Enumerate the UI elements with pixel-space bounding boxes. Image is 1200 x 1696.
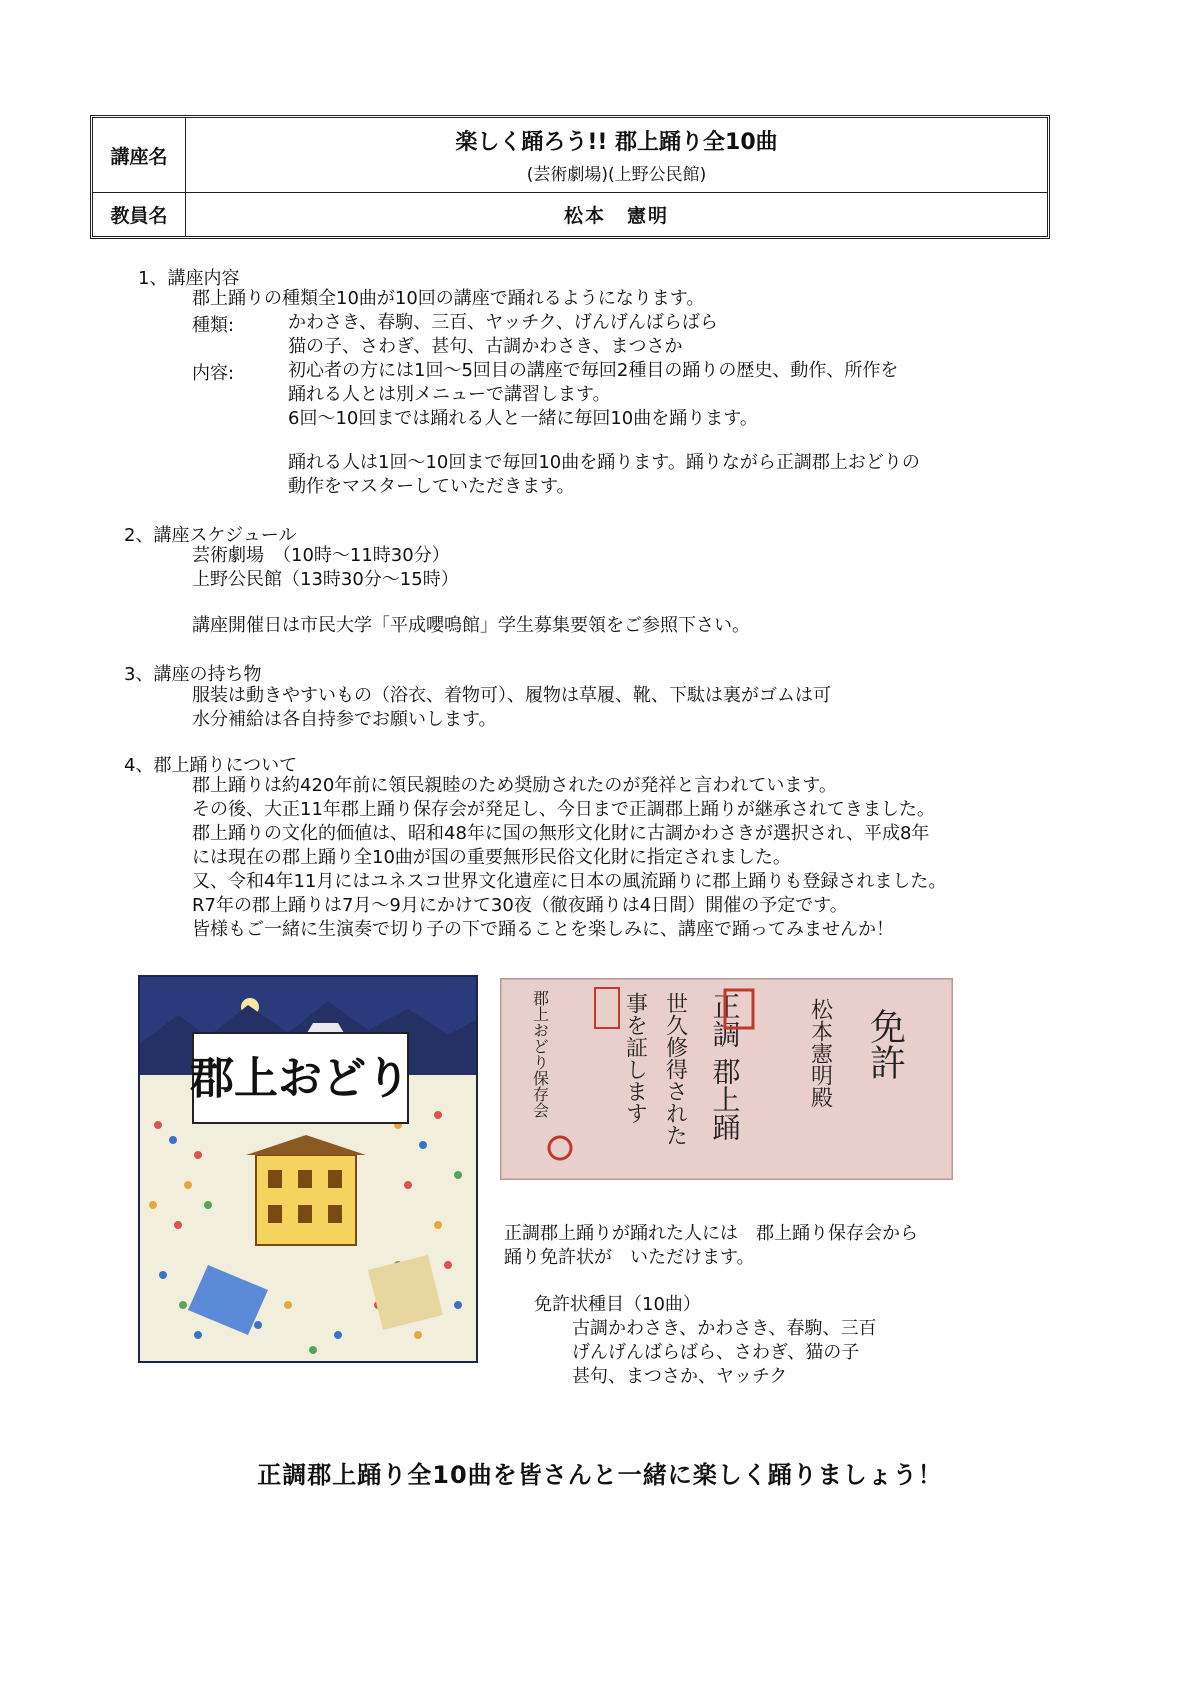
course-venues: (芸術劇場)(上野公民館) xyxy=(526,165,707,185)
items-line-1: 服装は動きやすいもの（浴衣、着物可）、履物は草履、靴、下駄は裏がゴムは可 xyxy=(192,685,831,706)
license-list-line-3: 甚句、まつさか、ヤッチク xyxy=(572,1366,788,1387)
schedule-line-2: 上野公民館（13時30分～15時） xyxy=(192,569,459,590)
castle-icon xyxy=(307,1023,344,1033)
section2-title: 2、講座スケジュール xyxy=(124,525,297,546)
course-title: 楽しく踊ろう!! 郡上踊り全10曲 xyxy=(455,130,778,155)
gujo-odori-illustration xyxy=(138,975,478,1363)
about-line-6: R7年の郡上踊りは7月～9月にかけて30夜（徹夜踊りは4日間）開催の予定です。 xyxy=(192,895,848,916)
illustration-banner-text: 郡上おどり xyxy=(190,1053,410,1104)
section1-title: 1、講座内容 xyxy=(138,268,240,289)
items-line-2: 水分補給は各自持参でお願いします。 xyxy=(192,709,497,730)
license-col-3: 正調 郡上踊 xyxy=(708,992,742,1141)
teacher-row xyxy=(93,193,1047,236)
content-line-1: 初心者の方には1回～5回目の講座で毎回2種目の踊りの歴史、動作、所作を xyxy=(288,360,899,381)
course-label: 講座名 xyxy=(93,118,186,192)
section3-title: 3、講座の持ち物 xyxy=(124,664,262,685)
section1-intro: 郡上踊りの種類全10曲が10回の講座で踊れるようになります。 xyxy=(192,288,705,309)
schedule-line-1: 芸術劇場 （10時～11時30分） xyxy=(192,545,450,566)
content-line-5: 動作をマスターしていただきます。 xyxy=(288,476,575,497)
license-col-5: 事を証します xyxy=(622,992,648,1124)
about-line-1: 郡上踊りは約420年前に領民親睦のため奨励されたのが発祥と言われています。 xyxy=(192,775,837,796)
teacher-value xyxy=(186,193,1047,236)
content-label: 内容: xyxy=(192,363,235,384)
license-caption-line-2: 踊り免許状が いただけます。 xyxy=(504,1247,755,1268)
content-line-4: 踊れる人は1回～10回まで毎回10曲を踊ります。踊りながら正調郡上おどりの xyxy=(288,452,920,473)
about-line-5: 又、令和4年11月にはユネスコ世界文化遺産に日本の風流踊りに郡上踊りも登録されました。 xyxy=(192,871,947,892)
license-col-2: 松本憲明殿 xyxy=(807,998,833,1108)
teacher-label: 教員名 xyxy=(93,193,186,236)
closing-message: 正調郡上踊り全10曲を皆さんと一緒に楽しく踊りましょう！ xyxy=(257,1461,943,1489)
license-list-line-1: 古調かわさき、かわさき、春駒、三百 xyxy=(572,1318,877,1339)
license-col-6: 郡上おどり保存会 xyxy=(530,990,550,1118)
license-list-title: 免許状種目（10曲） xyxy=(534,1294,701,1315)
about-line-2: その後、大正11年郡上踊り保存会が発足し、今日まで正調郡上踊りが継承されてきました。 xyxy=(192,799,935,820)
yatai-float xyxy=(256,1155,356,1245)
illustration-art xyxy=(138,975,478,1363)
types-label: 種類: xyxy=(192,315,235,336)
license-list-line-2: げんげんばらばら、さわぎ、猫の子 xyxy=(572,1342,860,1363)
course-value xyxy=(186,118,1047,192)
course-header-table xyxy=(90,115,1050,239)
types-line-2: 猫の子、さわぎ、甚句、古調かわさき、まつさか xyxy=(288,336,683,357)
course-row xyxy=(93,118,1047,193)
license-col-4: 世久修得された xyxy=(662,992,688,1146)
about-line-3: 郡上踊りの文化的価値は、昭和48年に国の無形文化財に古調かわさきが選択され、平成8年 xyxy=(192,823,930,844)
license-caption-line-1: 正調郡上踊りが踊れた人には 郡上踊り保存会から xyxy=(504,1223,918,1244)
license-certificate-art xyxy=(500,978,953,1180)
license-certificate-photo xyxy=(500,978,953,1180)
license-col-1: 免許 xyxy=(864,1008,906,1080)
about-line-4: には現在の郡上踊り全10曲が国の重要無形民俗文化財に指定されました。 xyxy=(192,847,791,868)
content-line-2: 踊れる人とは別メニューで講習します。 xyxy=(288,384,611,405)
schedule-note: 講座開催日は市民大学「平成嚶鳴館」学生募集要領をご参照下さい。 xyxy=(192,615,750,636)
section4-title: 4、郡上踊りについて xyxy=(124,755,298,776)
teacher-name: 松本 憲明 xyxy=(563,205,669,227)
types-line-1: かわさき、春駒、三百、ヤッチク、げんげんばらばら xyxy=(288,312,718,333)
content-line-3: 6回～10回までは踊れる人と一緒に毎回10曲を踊ります。 xyxy=(288,408,758,429)
about-line-7: 皆様もご一緒に生演奏で切り子の下で踊ることを楽しみに、講座で踊ってみませんか！ xyxy=(192,919,894,940)
